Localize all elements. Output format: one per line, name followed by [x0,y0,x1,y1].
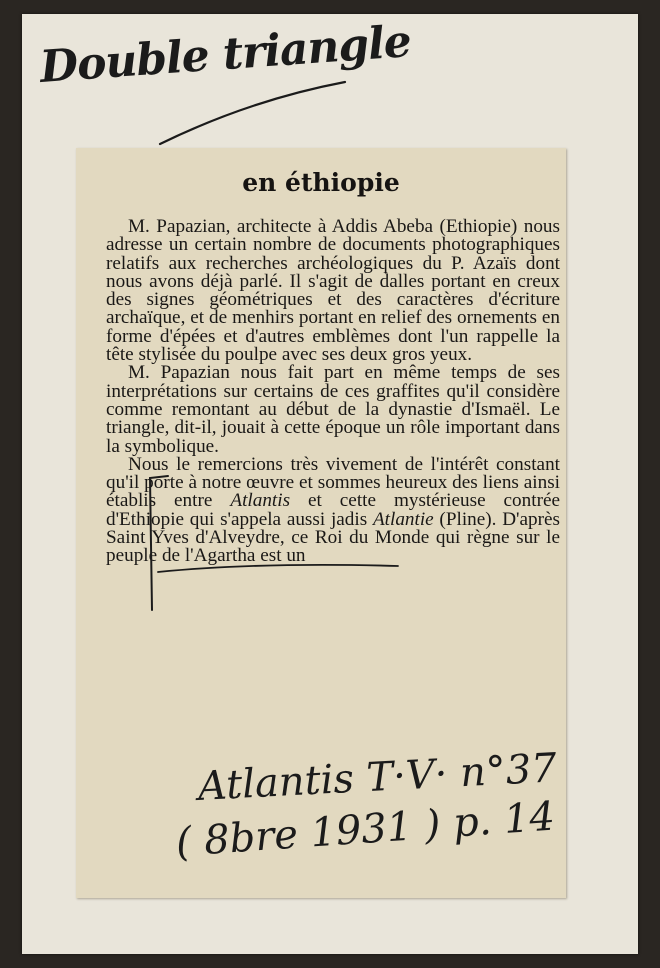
margin-bracket-mark [150,476,168,610]
text-run: M. Papazian, architecte à Addis Abeba (Ethiopie) nous adresse un certain nombre de documents photographiques relatifs aux recherches archéologiques du P. Azaïs dont nous avons déjà parlé. Il s'agit de dalles portant en creux des signes géométriques et des caractères d'écriture archaïque, et de menhirs portant en relief des ornements en forme d'épées et d'autres emblèmes dont l'un rappelle la tête stylisée du poulpe avec ses deux gros yeux. [106,216,560,366]
handwritten-header-note: Double triangle [38,16,413,93]
text-run: Nous le remercions très vivement de l'intérêt constant qu'il porte à notre œuvre et sommes heureux des liens ainsi établis entre [106,453,560,512]
text-run: et cette mystérieuse contrée d'Ethiopie qui s'appela aussi jadis [106,490,561,530]
clipping-title: en éthiopie [242,168,400,197]
handwritten-date-page: ( 8bre 1931 ) p. 14 [174,793,557,866]
handwritten-source-reference: Atlantis T·V· n°37 [196,745,558,810]
italic-term: Atlantie [372,508,434,530]
header-underline-stroke [160,82,345,144]
text-run: M. Papazian nous fait part en même temps de ses interprétations sur certains de ces graffites qu'il considère comme remontant au début de la dynastie d'Ismaël. Le triangle, dit-il, jouait à cette époque un rôle important dans la symbolique. [106,362,560,457]
text-run: (Pline). D'après Saint Yves d'Alveydre, ce Roi du Monde qui règne sur le peuple de l'Agartha est un [106,508,560,567]
italic-term: Atlantis [230,490,291,512]
underline-mark [158,565,398,572]
